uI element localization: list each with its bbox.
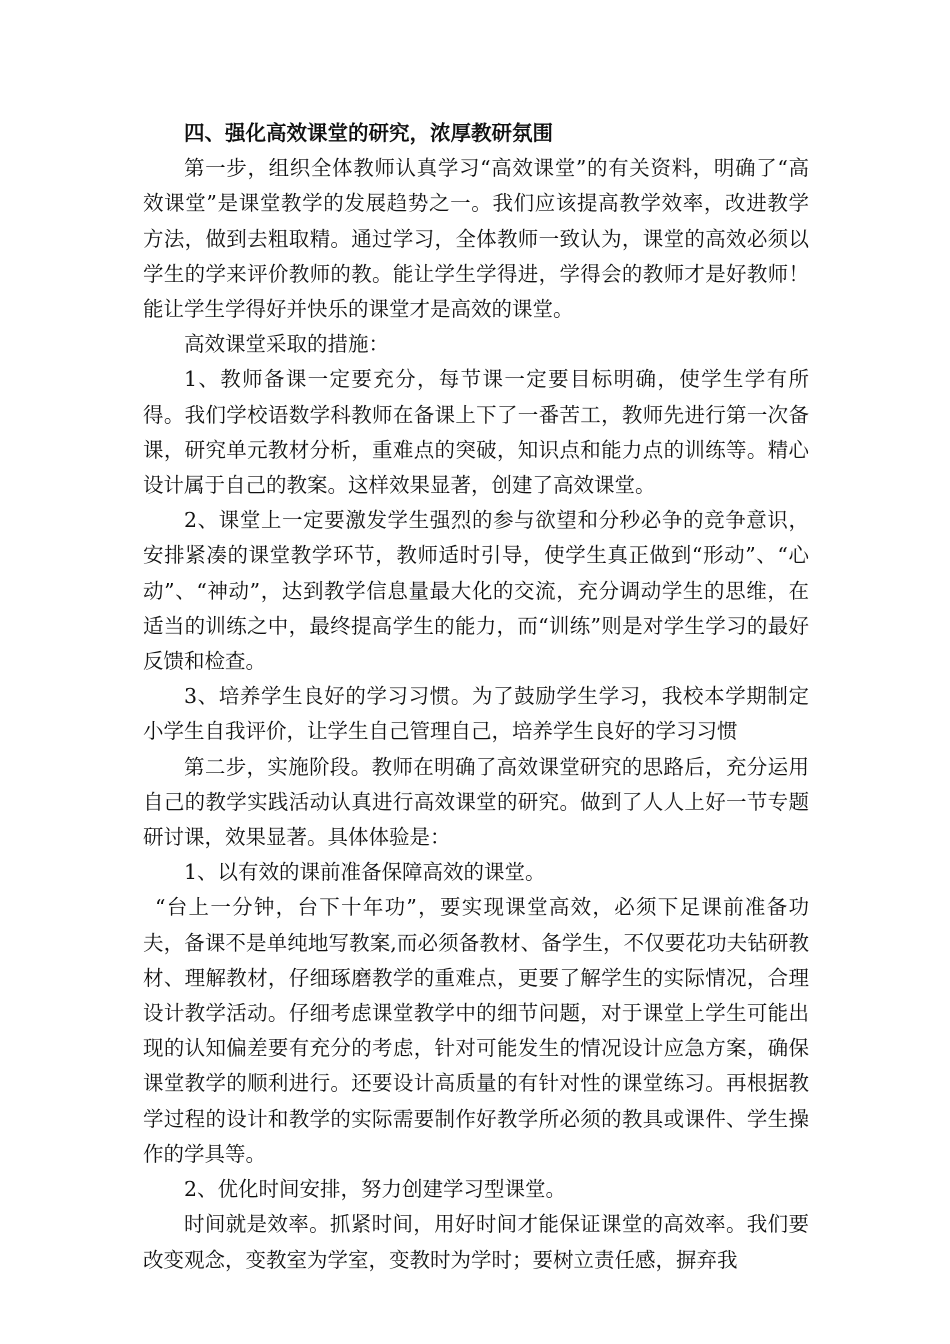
paragraph-experience-1-body: “台上一分钟，台下十年功”，要实现课堂高效，必须下足课前准备功夫，备课不是单纯地写教案,而必须备教材、备学生，不仅要花功夫钻研教材、理解教材，仔细琢磨教学的重难点，更要了解学生的实际情况，合理设计教学活动。仔细考虑课堂教学中的细节问题，对于课堂上学生可能出现的认知偏差要有充分的考虑，针对可能发生的情况设计应急方案，确保课堂教学的顺利进行。还要设计高质量的有针对性的课堂练习。再根据教学过程的设计和教学的实际需要制作好教学所必须的教具或课件、学生操作的学具等。 — [143, 895, 809, 1166]
paragraph-step-one: 第一步，组织全体教师认真学习“高效课堂”的有关资料，明确了“高效课堂”是课堂教学的发展趋势之一。我们应该提高教学效率，改进教学方法，做到去粗取精。通过学习，全体教师一致认为，课堂的高效必须以学生的学来评价教师的教。能让学生学得进，学得会的教师才是好教师！能让学生学得好并快乐的课堂才是高效的课堂。 — [143, 156, 809, 322]
paragraph-experience-1-title: 1、以有效的课前准备保障高效的课堂。 — [184, 860, 546, 885]
paragraph-experience-2-body: 时间就是效率。抓紧时间，用好时间才能保证课堂的高效率。我们要改变观念，变教室为学室，变教时为学时；要树立责任感，摒弃我 — [143, 1212, 809, 1272]
section-heading: 四、强化高效课堂的研究，浓厚教研氛围 — [184, 121, 553, 145]
document-page — [143, 116, 809, 1278]
paragraph-measure-2: 2、课堂上一定要激发学生强烈的参与欲望和分秒必争的竞争意识，安排紧凑的课堂教学环节，教师适时引导，使学生真正做到“形动”、“心动”、“神动”，达到教学信息量最大化的交流，充分调动学生的思维，在适当的训练之中，最终提高学生的能力，而“训练”则是对学生学习的最好反馈和检查。 — [143, 508, 809, 674]
paragraph-measure-3: 3、培养学生良好的学习习惯。为了鼓励学生学习，我校本学期制定小学生自我评价，让学生自己管理自己，培养学生良好的学习习惯 — [143, 684, 809, 744]
paragraph-measure-1: 1、教师备课一定要充分，每节课一定要目标明确，使学生学有所得。我们学校语数学科教师在备课上下了一番苦工，教师先进行第一次备课，研究单元教材分析，重难点的突破，知识点和能力点的训练等。精心设计属于自己的教案。这样效果显著，创建了高效课堂。 — [143, 367, 809, 498]
paragraph-step-two: 第二步，实施阶段。教师在明确了高效课堂研究的思路后，充分运用自己的教学实践活动认真进行高效课堂的研究。做到了人人上好一节专题研讨课，效果显著。具体体验是： — [143, 754, 809, 850]
paragraph-measures-intro: 高效课堂采取的措施： — [184, 332, 389, 357]
paragraph-experience-2-title: 2、优化时间安排，努力创建学习型课堂。 — [184, 1177, 567, 1202]
